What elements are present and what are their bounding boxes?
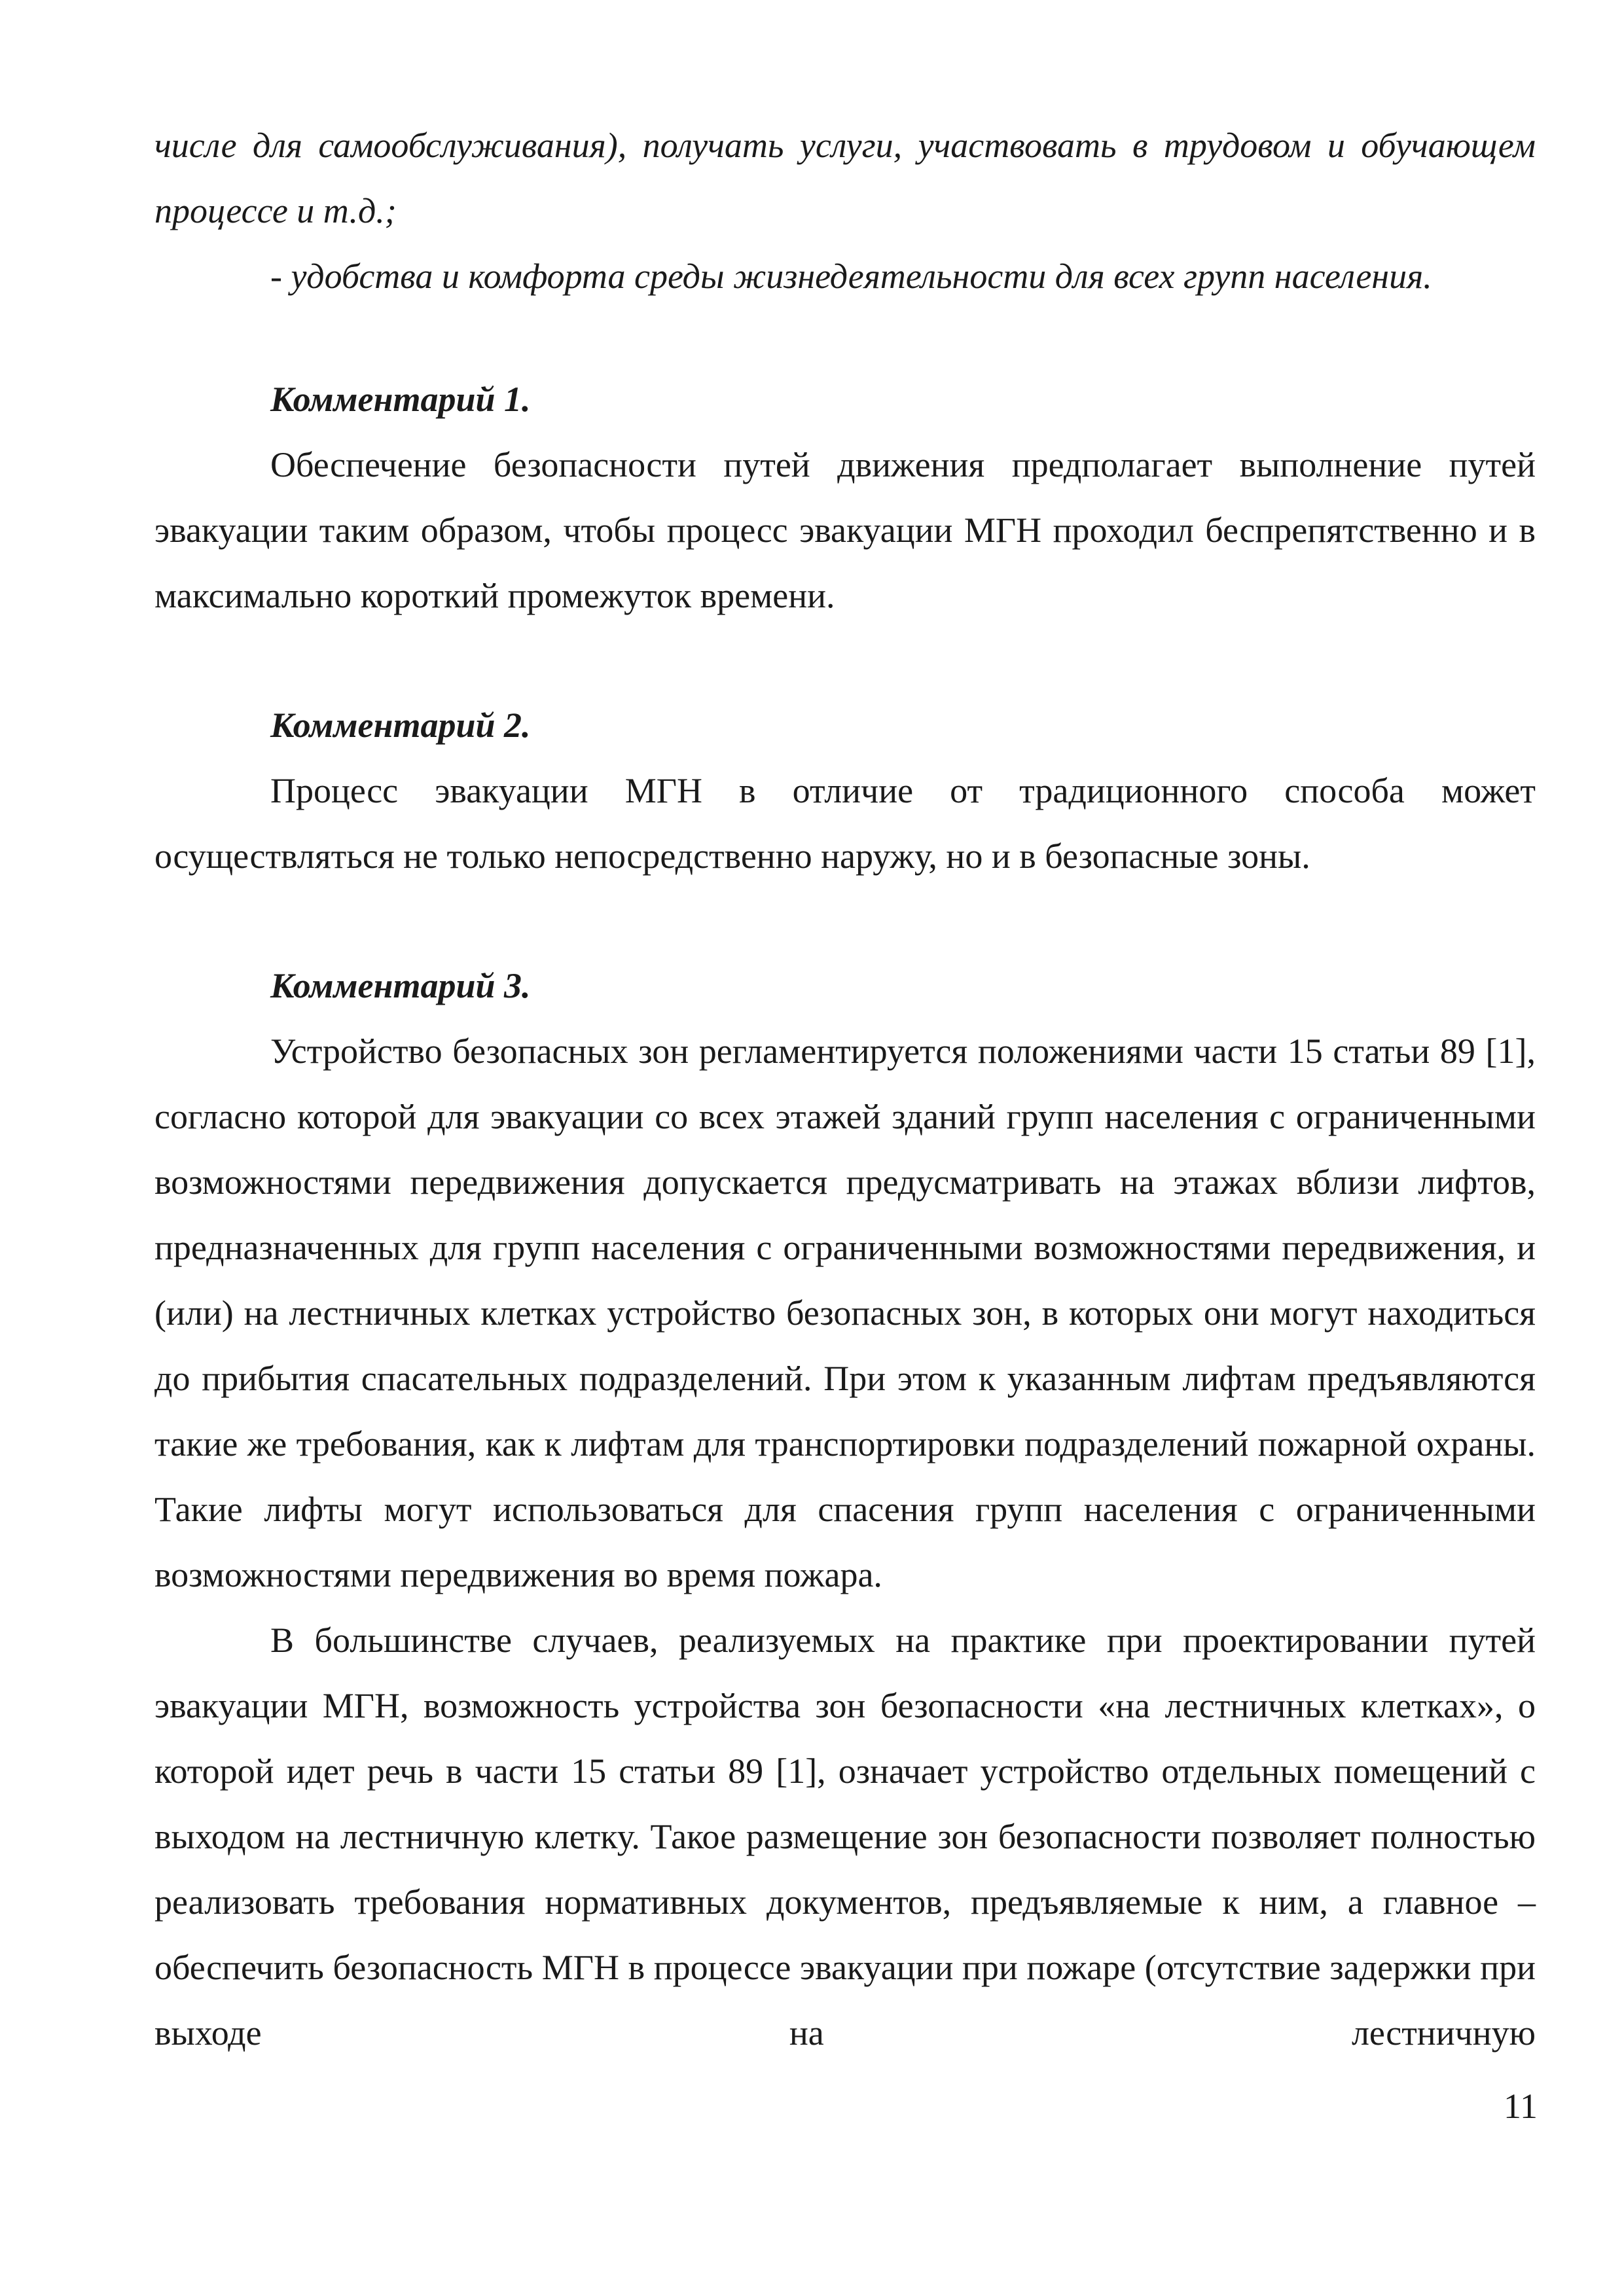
- intro-continuation: числе для самообслуживания), получать услуги, участвовать в трудовом и обучающем процессе и т.д.;: [154, 126, 1536, 230]
- spacer: [154, 309, 1536, 367]
- comment-3-heading: Комментарий 3.: [270, 966, 531, 1005]
- comment-1-paragraph-1: Обеспечение безопасности путей движения предполагает выполнение путей эвакуации таким образом, чтобы процесс эвакуации МГН проходил беспрепятственно и в максимально короткий промежуток времени.: [154, 445, 1536, 615]
- page-content: [154, 113, 1536, 2066]
- spacer: [154, 628, 1536, 692]
- comment-2-paragraph-1: Процесс эвакуации МГН в отличие от традиционного способа может осуществляться не только непосредственно наружу, но и в безопасные зоны.: [154, 771, 1536, 876]
- page-number: 11: [1504, 2087, 1538, 2126]
- comment-3-paragraph-1: Устройство безопасных зон регламентируется положениями части 15 статьи 89 [1], согласно которой для эвакуации со всех этажей зданий групп населения с ограниченными возможностями передвижения допускается предусматривать на этажах вблизи лифтов, предназначенных для групп населения с ограниченными возможностями передвижения, и (или) на лестничных клетках устройство безопасных зон, в которых они могут находиться до прибытия спасательных подразделений. При этом к указанным лифтам предъявляются такие же требования, как к лифтам для транспортировки подразделений пожарной охраны. Такие лифты могут использоваться для спасения групп населения с ограниченными возможностями передвижения во время пожара.: [154, 1031, 1536, 1594]
- spacer: [154, 889, 1536, 953]
- comment-2-heading: Комментарий 2.: [270, 706, 531, 745]
- comment-3-paragraph-2: В большинстве случаев, реализуемых на практике при проектировании путей эвакуации МГН, возможность устройства зон безопасности «на лестничных клетках», о которой идет речь в части 15 статьи 89 [1], означает устройство отдельных помещений с выходом на лестничную клетку. Такое размещение зон безопасности позволяет полностью реализовать требования нормативных документов, предъявляемые к ним, а главное – обеспечить безопасность МГН в процессе эвакуации при пожаре (отсутствие задержки при выходе на лестничную: [154, 1621, 1536, 2053]
- intro-bullet: - удобства и комфорта среды жизнедеятельности для всех групп населения.: [270, 257, 1432, 296]
- comment-1-heading: Комментарий 1.: [270, 380, 531, 419]
